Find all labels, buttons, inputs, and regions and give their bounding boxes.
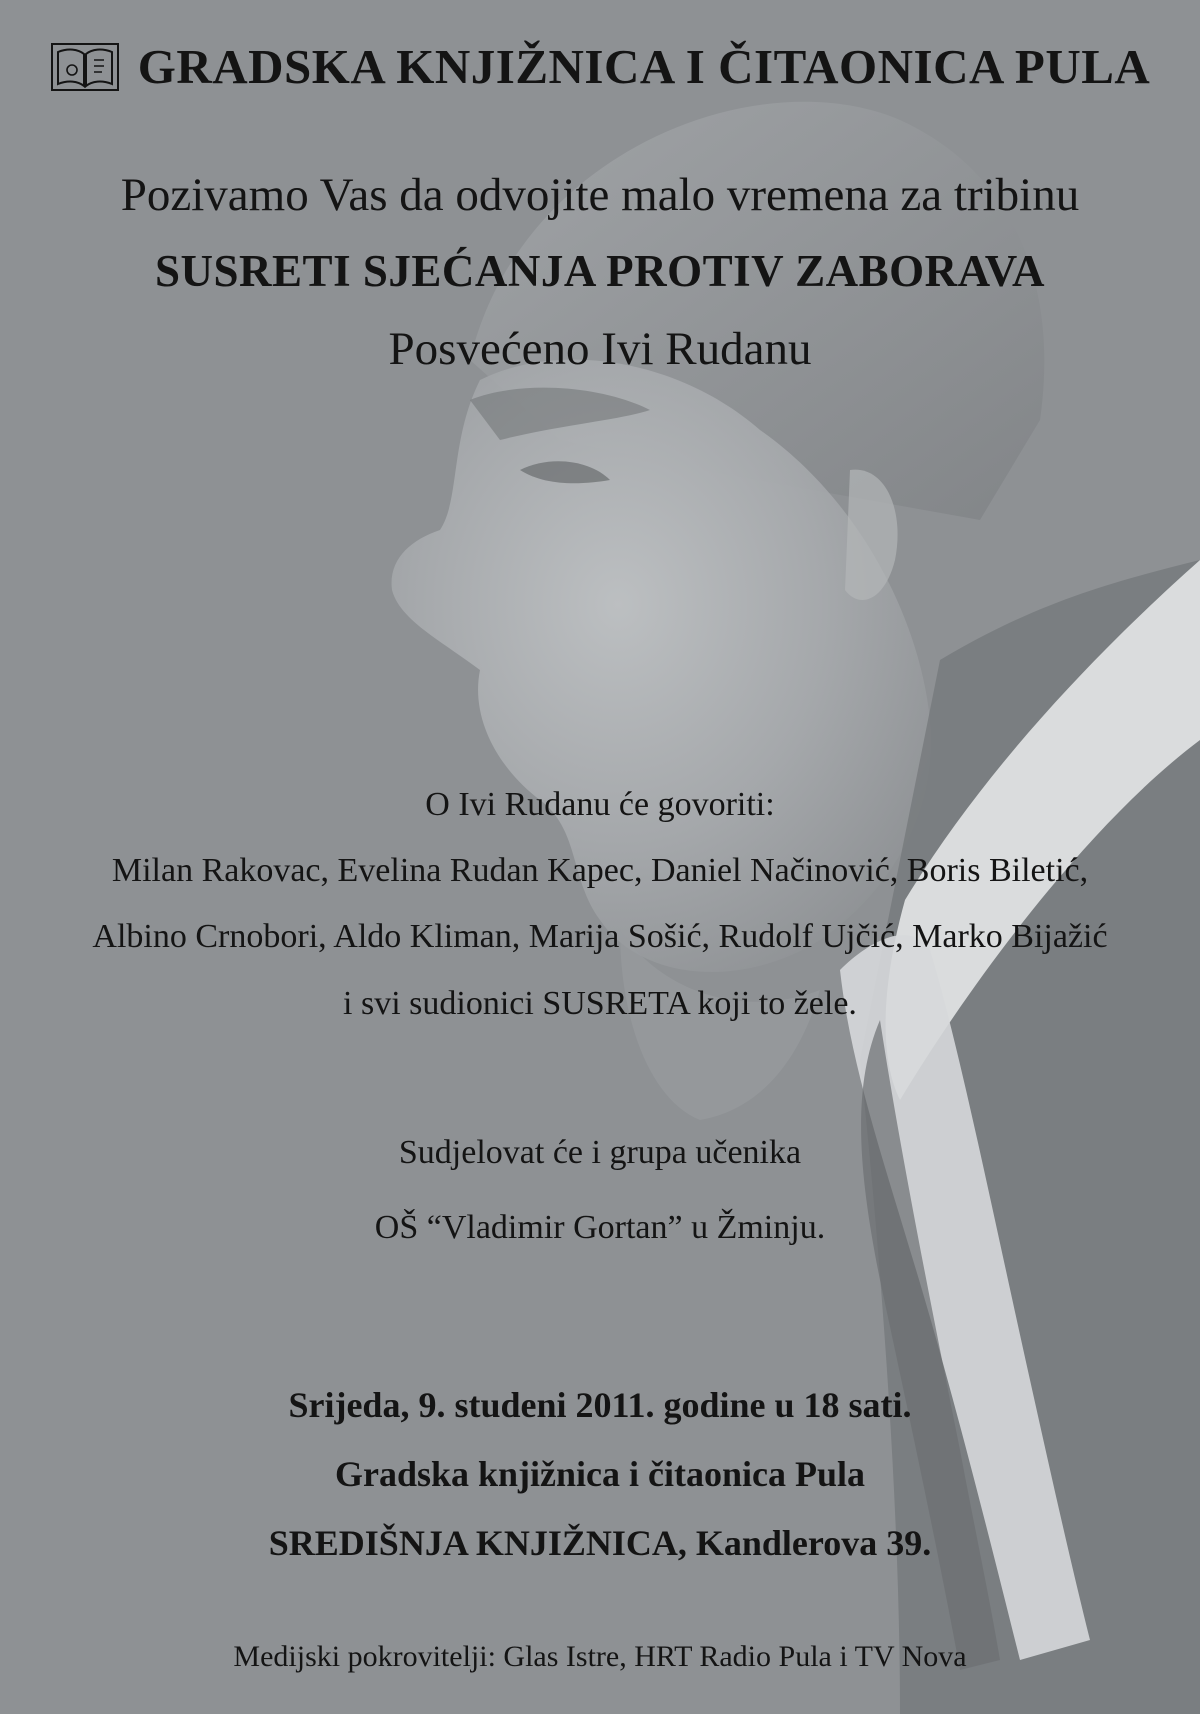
speakers-intro: O Ivi Rudanu će govoriti: [425,786,775,823]
dedication-line: Posvećeno Ivi Rudanu [388,323,812,375]
event-venue: Gradska knjižnica i čitaonica Pula [334,1454,866,1494]
event-title: SUSRETI SJEĆANJA PROTIV ZABORAVA [154,246,1045,296]
library-name-title: GRADSKA KNJIŽNICA I ČITAONICA PULA [137,39,1151,94]
media-sponsors: Medijski pokrovitelji: Glas Istre, HRT Radio Pula i TV Nova [233,1640,967,1673]
speakers-list-line-2: Albino Crnobori, Aldo Kliman, Marija Sošić, Rudolf Ujčić, Marko Bijažić [92,918,1108,955]
speakers-list-line-3: i svi sudionici SUSRETA koji to žele. [343,985,857,1022]
event-date: Srijeda, 9. studeni 2011. godine u 18 sati. [288,1385,912,1425]
invitation-line: Pozivamo Vas da odvojite malo vremena za tribinu [120,169,1080,221]
students-line-1: Sudjelovat će i grupa učenika [398,1134,802,1171]
students-line-2: OŠ “Vladimir Gortan” u Žminju. [374,1209,826,1246]
event-address: SREDIŠNJA KNJIŽNICA, Kandlerova 39. [268,1523,932,1563]
speakers-list-line-1: Milan Rakovac, Evelina Rudan Kapec, Daniel Načinović, Boris Biletić, [111,852,1089,889]
library-book-logo-icon [50,40,120,94]
header [0,38,1200,95]
